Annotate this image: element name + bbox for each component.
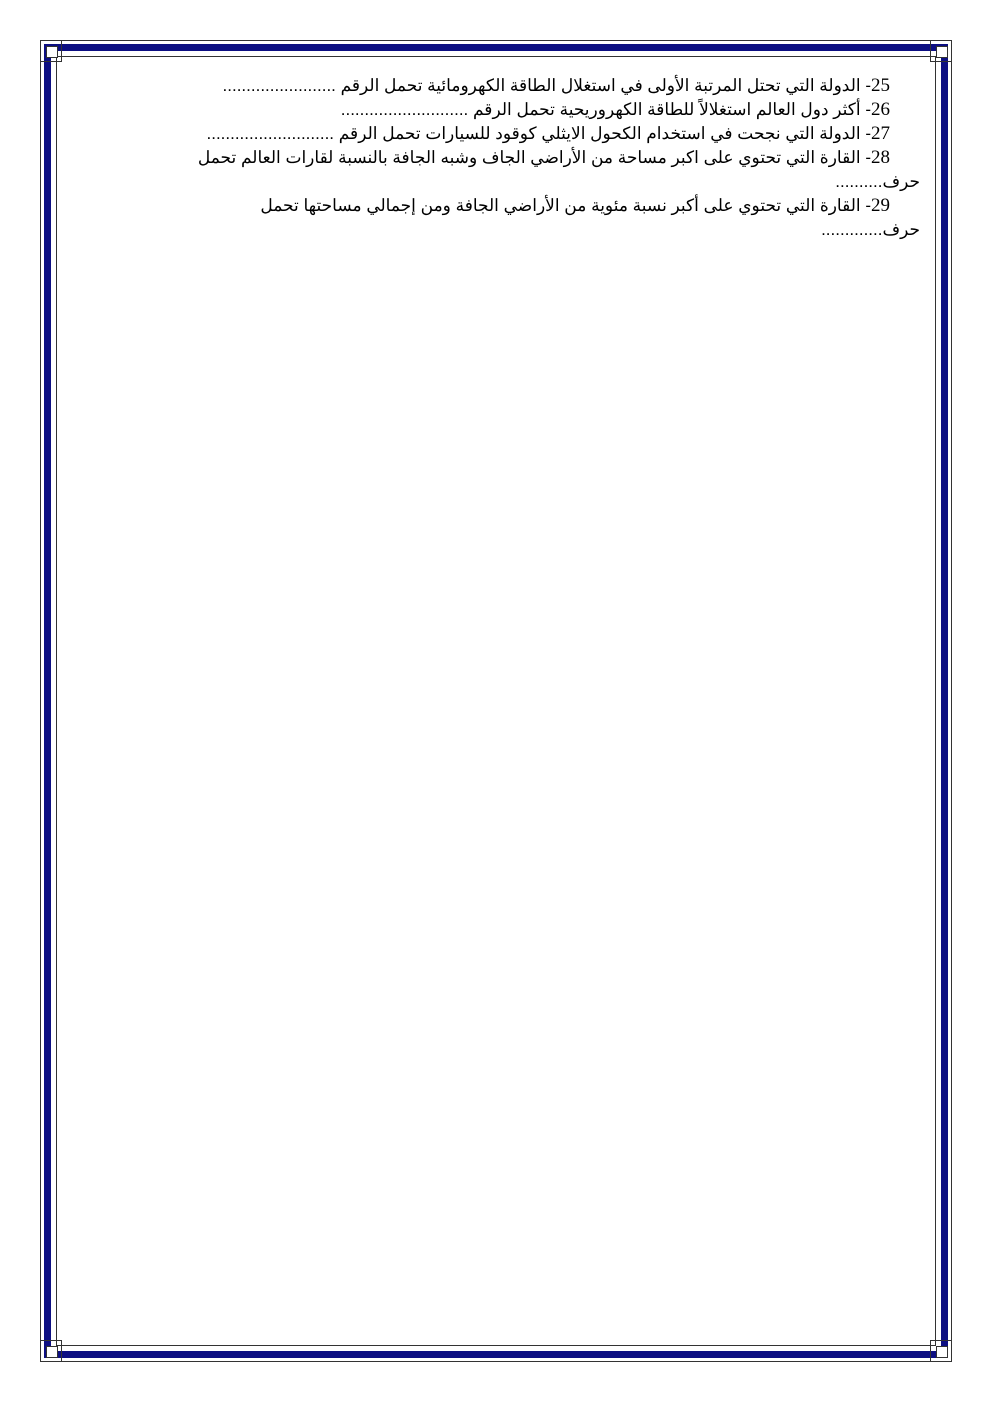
question-text: - القارة التي تحتوي على اكبر مساحة من الأراضي الجاف وشبه الجافة بالنسبة لقارات العالم تحمل <box>197 148 871 167</box>
frame-corner-bottom-left <box>40 1340 62 1362</box>
frame-corner-bottom-right <box>930 1340 952 1362</box>
frame-corner-top-right <box>930 40 952 62</box>
question-number: 29 <box>871 195 890 216</box>
question-text: - الدولة التي تحتل المرتبة الأولى في استغلال الطاقة الكهرومائية تحمل الرقم ........................ <box>222 76 871 95</box>
questions-list <box>130 74 920 242</box>
question-28-continuation: حرف.......... <box>835 172 920 191</box>
question-29 <box>130 194 920 218</box>
question-28 <box>130 146 920 170</box>
question-text: - الدولة التي نجحت في استخدام الكحول الايثلي كوقود للسيارات تحمل الرقم ........................... <box>206 124 871 143</box>
question-29-continuation: حرف............. <box>821 220 920 239</box>
page-frame-inner <box>56 56 936 1346</box>
question-number: 28 <box>871 147 890 168</box>
question-27 <box>130 122 920 146</box>
question-number: 27 <box>871 123 890 144</box>
frame-corner-top-left <box>40 40 62 62</box>
question-25 <box>130 74 920 98</box>
question-number: 25 <box>871 75 890 96</box>
question-text: - أكثر دول العالم استغلالاً للطاقة الكهروريحية تحمل الرقم ........................... <box>340 100 871 119</box>
question-26 <box>130 98 920 122</box>
question-number: 26 <box>871 99 890 120</box>
question-text: - القارة التي تحتوي على أكبر نسبة مئوية من الأراضي الجافة ومن إجمالي مساحتها تحمل <box>260 196 871 215</box>
